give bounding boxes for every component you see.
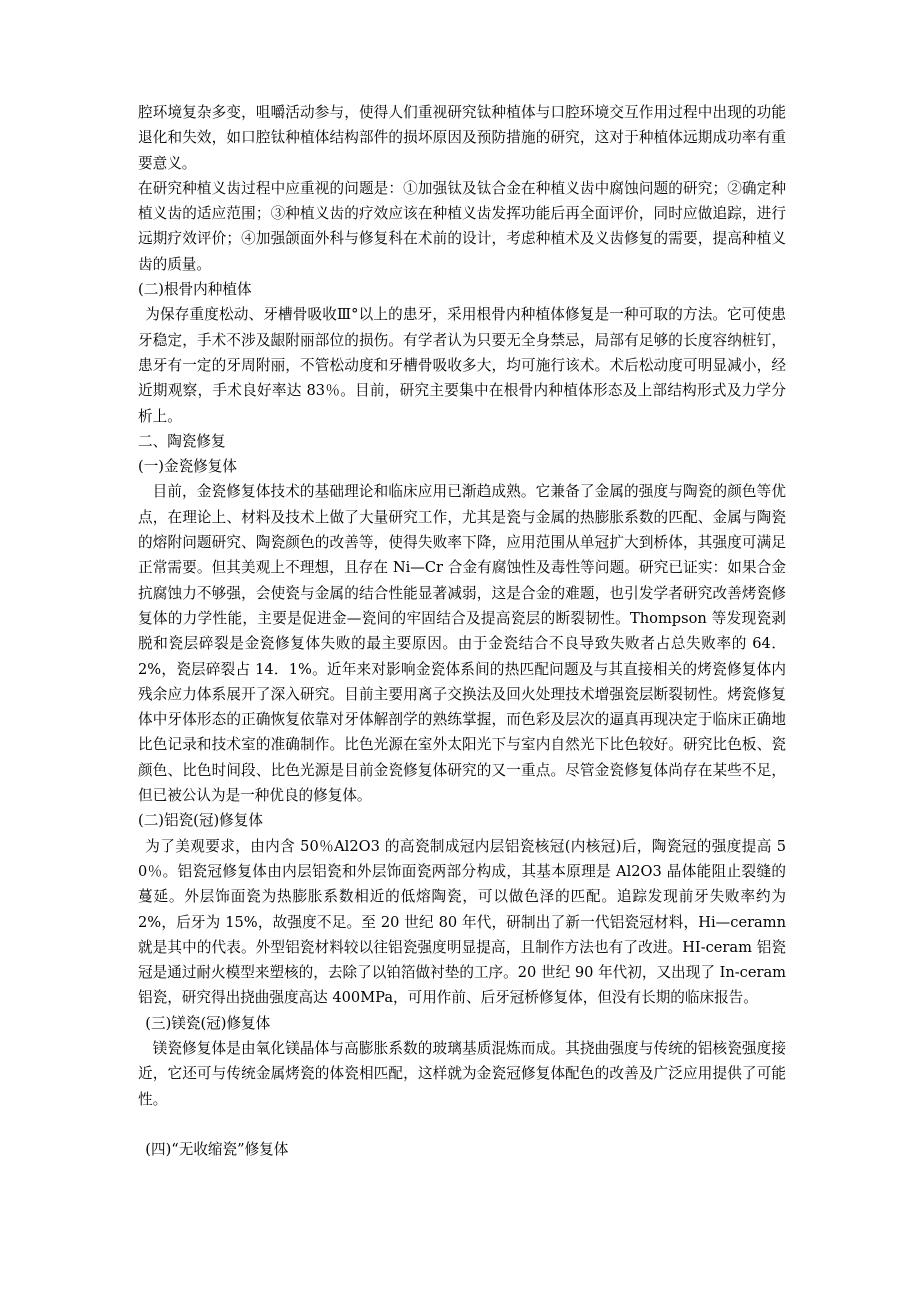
paragraph-magnesia-ceramic: 镁瓷修复体是由氧化镁晶体与高膨胀系数的玻璃基质混炼而成。其挠曲强度与传统的铝核瓷强度接近，它还可与传统金属烤瓷的体瓷相匹配，这样就为金瓷冠修复体配色的改善及广泛应用提供了可能性。	[138, 1039, 786, 1108]
heading-ceramic-restoration: 二、陶瓷修复	[138, 432, 226, 450]
paragraph-alumina-ceramic: 为了美观要求，由内含 50％Al2O3 的高瓷制成冠内层铝瓷核冠(内核冠)后，陶瓷冠的强度提高 50％。铝瓷冠修复体由内层铝瓷和外层饰面瓷两部分构成，其基本原理是 Al2O3 晶体能阻止裂缝的蔓延。外层饰面瓷为热膨胀系数相近的低熔陶瓷，可以做色泽的匹配。追踪发现前牙失败率约为 2%，后牙为 15%，故强度不足。至 20 世纪 80 年代，研制出了新一代铝瓷冠材料，Hi—ceramn 就是其中的代表。外型铝瓷材料较以往铝瓷强度明显提高，且制作方法也有了改进。HI-ceram 铝瓷冠是通过耐火模型来塑核的，去除了以铂箔做衬垫的工序。20 世纪 90 年代初，又出现了 In-ceram 铝瓷，研究得出挠曲强度高达 400MPa，可用作前、后牙冠桥修复体，但没有长期的临床报告。	[138, 837, 786, 1007]
paragraph-implant-environment: 腔环境复杂多变，咀嚼活动参与，使得人们重视研究钛种植体与口腔环境交互作用过程中出现的功能退化和失效，如口腔钛种植体结构部件的损坏原因及预防措施的研究，这对于种植体远期成功率有重要意义。	[138, 104, 786, 172]
document-page	[138, 100, 786, 1162]
heading-root-bone-implant: (二)根骨内种植体	[138, 281, 252, 299]
paragraph-implant-issues: 在研究种植义齿过程中应重视的问题是：①加强钛及钛合金在种植义齿中腐蚀问题的研究；②确定种植义齿的适应范围；③种植义齿的疗效应该在种植义齿发挥功能后再全面评价，同时应做追踪，进行远期疗效评价；④加强颌面外科与修复科在术前的设计，考虑种植术及义齿修复的需要，提高种植义齿的质量。	[138, 179, 786, 273]
blank-line	[138, 1112, 786, 1137]
paragraph-root-bone-implant: 为保存重度松动、牙槽骨吸收Ⅲ°以上的患牙，采用根骨内种植体修复是一种可取的方法。它可使患牙稳定，手术不涉及龈附丽部位的损伤。有学者认为只要无全身禁忌，局部有足够的长度容纳桩钉，患牙有一定的牙周附丽，不管松动度和牙槽骨吸收多大，均可施行该术。术后松动度可明显减小，经近期观察，手术良好率达 83％。目前，研究主要集中在根骨内种植体形态及上部结构形式及力学分析上。	[138, 306, 786, 425]
heading-magnesia-ceramic: (三)镁瓷(冠)修复体	[145, 1014, 271, 1032]
heading-metal-ceramic: (一)金瓷修复体	[138, 458, 237, 476]
heading-non-shrink-ceramic: (四)“无收缩瓷”修复体	[145, 1140, 289, 1158]
heading-alumina-ceramic: (二)铝瓷(冠)修复体	[138, 812, 263, 830]
paragraph-metal-ceramic: 目前，金瓷修复体技术的基础理论和临床应用已渐趋成熟。它兼备了金属的强度与陶瓷的颜色等优点，在理论上、材料及技术上做了大量研究工作，尤其是瓷与金属的热膨胀系数的匹配、金属与陶瓷的熔附问题研究、陶瓷颜色的改善等，使得失败率下降，应用范围从单冠扩大到桥体，其强度可满足正常需要。但其美观上不理想，且存在 Ni—Cr 合金有腐蚀性及毒性等问题。研究已证实：如果合金抗腐蚀力不够强，会使瓷与金属的结合性能显著减弱，这是合金的难题，也引发学者研究改善烤瓷修复体的力学性能，主要是促进金—瓷间的牢固结合及提高瓷层的断裂韧性。Thompson 等发现瓷剥脱和瓷层碎裂是金瓷修复体失败的最主要原因。由于金瓷结合不良导致失败者占总失败率的 64．2%，瓷层碎裂占 14．1%。近年来对影响金瓷体系间的热匹配问题及与其直接相关的烤瓷修复体内残余应力体系展开了深入研究。目前主要用离子交换法及回火处理技术增强瓷层断裂韧性。烤瓷修复体中牙体形态的正确恢复依靠对牙体解剖学的熟练掌握，而色彩及层次的逼真再现决定于临床正确地比色记录和技术室的准确制作。比色光源在室外太阳光下与室内自然光下比色较好。研究比色板、瓷颜色、比色时间段、比色光源是目前金瓷修复体研究的又一重点。尽管金瓷修复体尚存在某些不足，但已被公认为是一种优良的修复体。	[138, 483, 786, 805]
